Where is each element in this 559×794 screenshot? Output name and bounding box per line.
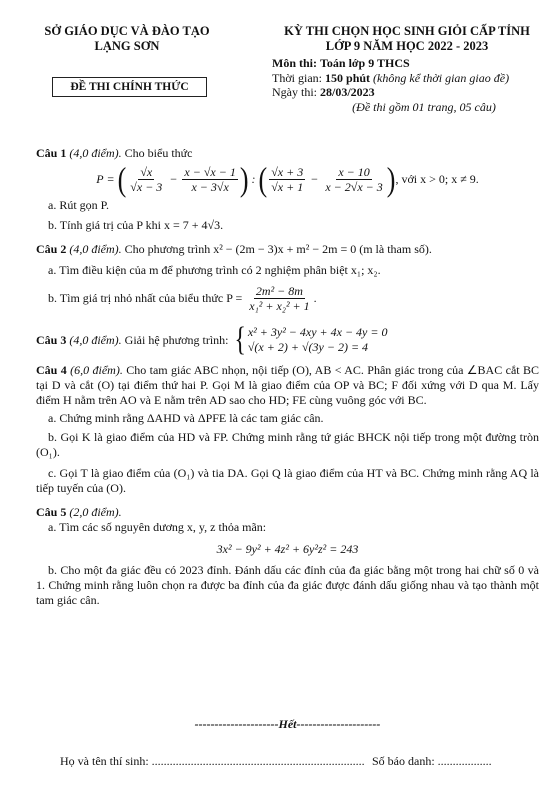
official-exam-label: ĐỀ THI CHÍNH THỨC bbox=[70, 81, 189, 93]
question-2b-text: b. Tìm giá trị nhỏ nhất của biểu thức P = bbox=[48, 291, 243, 305]
question-5a-equation: 3x² − 9y² + 4z² + 6y²z² = 243 bbox=[216, 542, 359, 556]
date-label: Ngày thi: bbox=[272, 85, 317, 99]
question-points: (4,0 điểm). bbox=[69, 242, 122, 256]
question-2b: b. Tìm giá trị nhỏ nhất của biểu thức P = $\frac{\text{2m² − 8m}}{\text{x₁² + x₂² + 1}}$ . bbox=[48, 284, 317, 313]
date-value: 28/03/2023 bbox=[320, 85, 375, 99]
question-2a: a. Tìm điều kiện của m để phương trình có 2 nghiệm phân biệt x₁; x₂. bbox=[48, 263, 381, 277]
question-label: Câu 2 bbox=[36, 242, 67, 256]
exam-meta bbox=[272, 56, 542, 114]
exam-content bbox=[36, 140, 539, 608]
expression-p: P = ( $\frac{√x}{√x - 3}$ − $\frac{x - √x - 1}{x - 3√x}$ ) : ( $\frac{√x + 3}{√x + 1}$ − $\frac{x - 10}{x - 2√x - 3}$ ) , với x > 0; x ≠ 9. bbox=[96, 160, 479, 198]
time-label: Thời gian: bbox=[272, 70, 323, 85]
question-intro: Cho tam giác ABC nhọn, nội tiếp (O), AB < AC. Phân giác trong của ∠BAC cắt BC tại D và cắt (O) tại điểm thứ hai P. Gọi M là giao điểm của OP và BC; F đối xứng với D qua M. Lấy điểm H nằm trên AO và E nằm trên AD sao cho HD; FE cùng vuông góc với BC. bbox=[36, 363, 539, 407]
equation-1: x² + 3y² − 4xy + 4x − 4y = 0 bbox=[247, 325, 388, 339]
subject-value: Toán lớp 9 THCS bbox=[320, 56, 410, 70]
question-1b: b. Tính giá trị của P khi x = 7 + 4√3. bbox=[48, 218, 224, 232]
equation-system: { x² + 3y² − 4xy + 4x − 4y = 0 √(x + 2) + √(3y − 2) = 4 bbox=[233, 321, 388, 358]
question-1 bbox=[36, 146, 539, 233]
question-points: (6,0 điểm). bbox=[70, 363, 123, 377]
question-intro: Cho phương trình x² − (2m − 3)x + m² − 2m = 0 (m là tham số). bbox=[124, 242, 432, 256]
equation-2: √(x + 2) + √(3y − 2) = 4 bbox=[247, 340, 369, 354]
official-exam-box bbox=[52, 77, 207, 97]
question-4 bbox=[36, 363, 539, 496]
question-points: (4,0 điểm). bbox=[69, 146, 122, 160]
question-4b: b. Gọi K là giao điểm của HD và FP. Chứng minh rằng tứ giác BHCK nội tiếp trong một đường tròn (O₁). bbox=[36, 430, 539, 459]
department-name: SỞ GIÁO DỤC VÀ ĐÀO TẠO bbox=[44, 24, 210, 38]
time-value: 150 phút bbox=[325, 70, 371, 85]
question-intro: Giải hệ phương trình: bbox=[124, 332, 229, 347]
question-5b: b. Cho một đa giác đều có 2023 đỉnh. Đánh dấu các đỉnh của đa giác bằng một trong hai chữ số 0 và 1. Chứng minh rằng luôn chọn ra được ba đỉnh của đa giác được đánh dấu giống nhau và tạo thành một tam giác cân. bbox=[36, 563, 539, 607]
time-note: (không kể thời gian giao đề) bbox=[373, 70, 510, 85]
department-header bbox=[32, 24, 222, 54]
question-label: Câu 3 bbox=[36, 332, 67, 347]
question-points: (2,0 điểm). bbox=[69, 505, 122, 519]
time-line bbox=[272, 71, 542, 86]
question-4a: a. Chứng minh rằng ΔAHD và ΔPFE là các tam giác cân. bbox=[48, 411, 324, 425]
question-4c: c. Gọi T là giao điểm của (O₁) và tia DA. Gọi Q là giao điểm của HT và BC. Chứng minh rằng AQ là tiếp tuyến của (O). bbox=[36, 466, 539, 495]
exam-title: KỲ THI CHỌN HỌC SINH GIỎI CẤP TỈNH bbox=[284, 24, 530, 38]
end-mark: ---------------------Hết--------------------- bbox=[194, 717, 381, 731]
exam-note: (Đề thi gồm 01 trang, 05 câu) bbox=[352, 99, 496, 114]
exam-title-header bbox=[272, 24, 542, 54]
subject-line bbox=[272, 56, 542, 71]
expression-condition: , với x > 0; x ≠ 9. bbox=[395, 172, 479, 186]
date-line bbox=[272, 85, 542, 100]
province-name: LẠNG SƠN bbox=[94, 39, 160, 53]
fraction-numerator: 2m² − 8m bbox=[255, 284, 303, 298]
subject-label: Môn thi: bbox=[272, 56, 317, 70]
question-points: (4,0 điểm). bbox=[69, 332, 122, 347]
question-1a: a. Rút gọn P. bbox=[48, 198, 110, 212]
question-5 bbox=[36, 505, 539, 608]
question-2 bbox=[36, 242, 539, 313]
question-intro: Cho biểu thức bbox=[124, 146, 193, 160]
question-label: Câu 4 bbox=[36, 363, 67, 377]
question-label: Câu 1 bbox=[36, 146, 67, 160]
candidate-name-field: Họ và tên thí sinh: ....................................................................... bbox=[60, 754, 365, 768]
exam-grade-year: LỚP 9 NĂM HỌC 2022 - 2023 bbox=[325, 39, 489, 53]
question-label: Câu 5 bbox=[36, 505, 67, 519]
question-5a: a. Tìm các số nguyên dương x, y, z thỏa mãn: bbox=[48, 520, 267, 534]
fraction-denominator: x₁² + x₂² + 1 bbox=[249, 299, 310, 313]
candidate-number-field: Số báo danh: .................. bbox=[372, 754, 492, 768]
question-3 bbox=[36, 323, 539, 357]
